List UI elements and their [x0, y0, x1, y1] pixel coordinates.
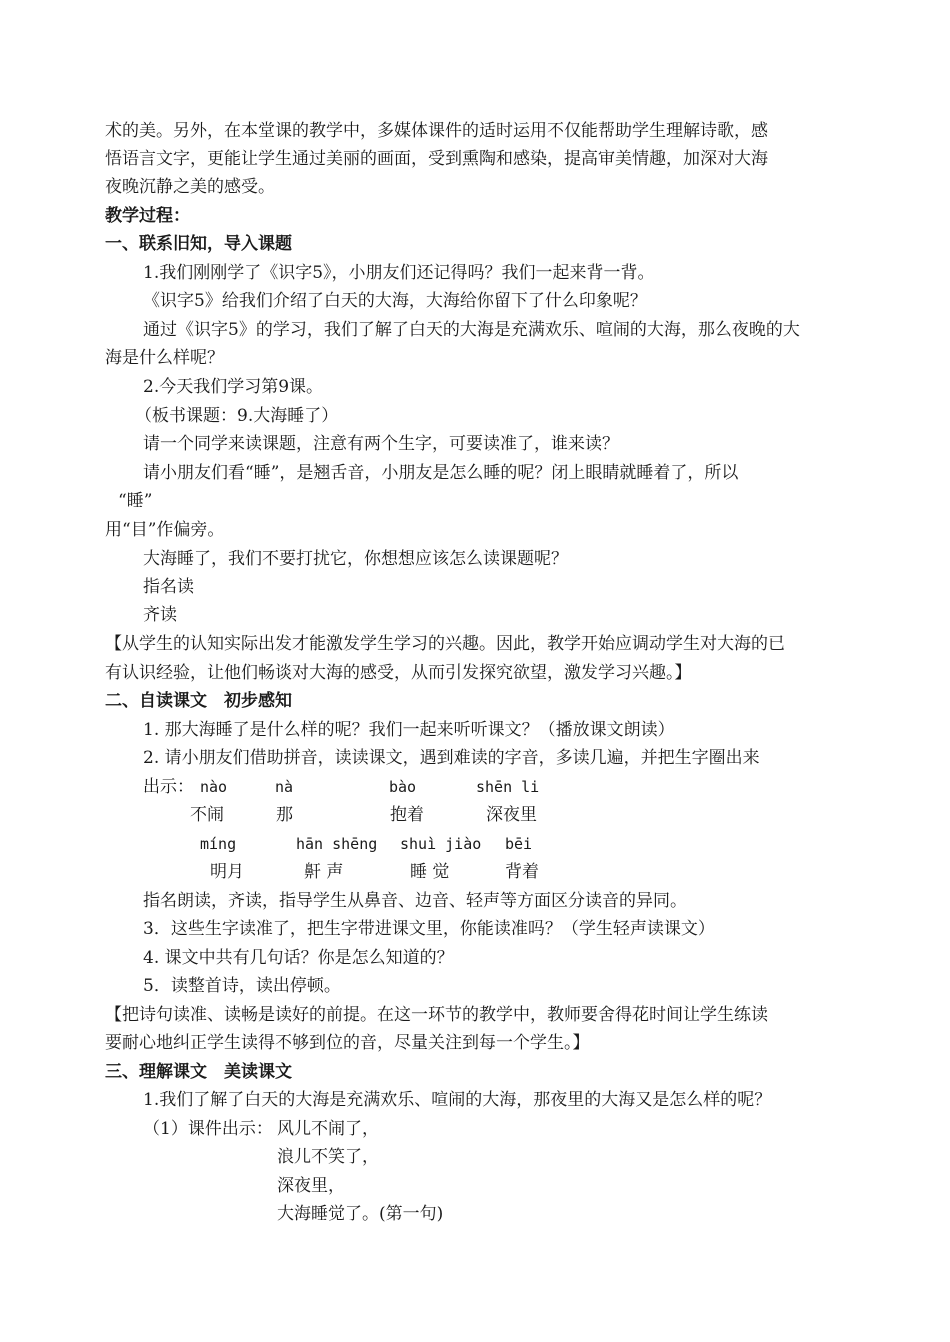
- show-label: 出示：: [143, 777, 194, 797]
- section1-line: 通过《识字5》的学习，我们了解了白天的大海是充满欢乐、喧闹的大海，那么夜晚的大: [143, 320, 800, 340]
- section2-line: 1. 那大海睡了是什么样的呢？我们一起来听听课文？（播放课文朗读）: [143, 720, 675, 740]
- section1-line: 齐读: [143, 605, 177, 625]
- pinyin: hān shēng: [296, 835, 378, 853]
- poem-line: 深夜里，: [277, 1176, 345, 1196]
- vocab-word: 明月: [210, 862, 244, 882]
- section2-note: 要耐心地纠正学生读得不够到位的音，尽量关注到每一个学生。】: [105, 1033, 590, 1053]
- section1-line: 大海睡了，我们不要打扰它，你想想应该怎么读课题呢？: [143, 549, 568, 569]
- section1-line: 《识字5》给我们介绍了白天的大海，大海给你留下了什么印象呢？: [143, 291, 647, 311]
- section2-line: 2. 请小朋友们借助拼音，读读课文，遇到难读的字音，多读几遍，并把生字圈出来: [143, 748, 760, 768]
- section1-line: 1.我们刚刚学了《识字5》，小朋友们还记得吗？我们一起来背一背。: [143, 263, 655, 283]
- section3-line: 1.我们了解了白天的大海是充满欢乐、喧闹的大海，那夜里的大海又是怎么样的呢？: [143, 1090, 772, 1110]
- section1-note: 【从学生的认知实际出发才能激发学生学习的兴趣。因此，教学开始应调动学生对大海的已: [105, 634, 785, 654]
- section2-line: 3．这些生字读准了，把生字带进课文里，你能读准吗？（学生轻声读课文）: [143, 919, 715, 939]
- pinyin: shēn li: [476, 778, 540, 796]
- vocab-word: 深夜里: [486, 805, 537, 825]
- section1-line: 海是什么样呢？: [105, 348, 224, 368]
- poem-line: 浪儿不笑了，: [277, 1147, 379, 1167]
- process-heading: 教学过程：: [105, 206, 190, 226]
- vocab-word: 不闹: [190, 805, 224, 825]
- vocab-word: 那: [276, 805, 293, 825]
- section3-heading: 三、理解课文 美读课文: [105, 1062, 292, 1082]
- section1-line: 请一个同学来读课题，注意有两个生字，可要读准了，谁来读？: [143, 434, 619, 454]
- pinyin: nào: [200, 778, 228, 796]
- section2-line: 4. 课文中共有几句话？你是怎么知道的？: [143, 948, 454, 968]
- section1-line: 指名读: [143, 577, 194, 597]
- section1-heading: 一、联系旧知，导入课题: [105, 234, 292, 254]
- intro-line-3: 夜晚沉静之美的感受。: [105, 177, 275, 197]
- section1-line: “睡”: [118, 491, 153, 511]
- section1-line: （板书课题：9.大海睡了）: [135, 406, 339, 426]
- courseware-label: （1）课件出示：: [143, 1119, 273, 1139]
- poem-line: 风儿不闹了，: [277, 1119, 379, 1139]
- pinyin: míng: [200, 835, 237, 853]
- section1-line: 请小朋友们看“睡”，是翘舌音，小朋友是怎么睡的呢？闭上眼睛就睡着了，所以: [143, 463, 739, 483]
- pinyin: shuì jiào: [400, 835, 482, 853]
- section1-line: 用“目”作偏旁。: [105, 520, 225, 540]
- section2-line: 5．读整首诗，读出停顿。: [143, 976, 341, 996]
- vocab-word: 背着: [505, 862, 539, 882]
- section1-note: 有认识经验，让他们畅谈对大海的感受，从而引发探究欲望，激发学习兴趣。】: [105, 663, 692, 683]
- vocab-word: 睡 觉: [410, 862, 450, 882]
- vocab-word: 鼾 声: [304, 862, 344, 882]
- pinyin: bēi: [505, 835, 533, 853]
- pinyin: bào: [389, 778, 417, 796]
- section2-line: 指名朗读，齐读，指导学生从鼻音、边音、轻声等方面区分读音的异同。: [143, 891, 687, 911]
- section2-note: 【把诗句读准、读畅是读好的前提。在这一环节的教学中，教师要舍得花时间让学生练读: [105, 1005, 768, 1025]
- vocab-word: 抱着: [390, 805, 424, 825]
- section1-line: 2.今天我们学习第9课。: [143, 377, 324, 397]
- poem-line: 大海睡觉了。(第一句): [277, 1204, 444, 1224]
- intro-line-1: 术的美。另外，在本堂课的教学中，多媒体课件的适时运用不仅能帮助学生理解诗歌，感: [105, 121, 768, 141]
- section2-heading: 二、自读课文 初步感知: [105, 691, 292, 711]
- pinyin: nà: [275, 778, 294, 796]
- intro-line-2: 悟语言文字，更能让学生通过美丽的画面，受到熏陶和感染，提高审美情趣，加深对大海: [105, 149, 768, 169]
